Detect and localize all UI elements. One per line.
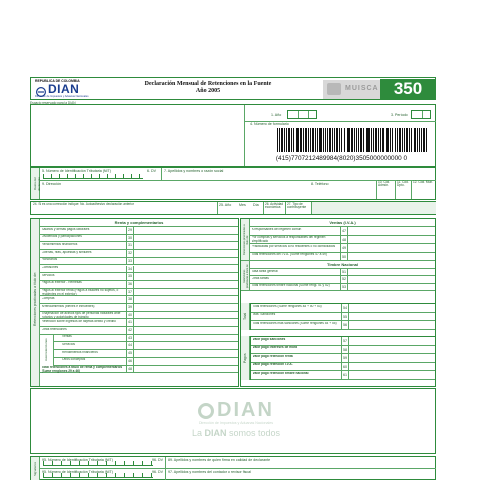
row-value-field[interactable] xyxy=(133,304,238,311)
row-label: Valor pago intereses de mora xyxy=(252,346,297,350)
row-code-cell xyxy=(126,235,133,242)
row-code-cell xyxy=(340,227,347,235)
table-row xyxy=(251,304,435,313)
year-label: 1. Año xyxy=(271,113,282,117)
row-value-field[interactable] xyxy=(348,337,435,345)
row-code: 36 xyxy=(128,281,132,286)
row-label: Total retenciones timbre nacional (Sume rengl. 51 y 52) xyxy=(251,284,330,288)
auto-retention-rows xyxy=(54,335,238,366)
iva-header: Ventas (I.V.A.) xyxy=(250,219,435,227)
row-label: Pagos al exterior renta (Pagos a titulares no sujetos, o residentes en el exterior) xyxy=(41,289,119,296)
table-row xyxy=(54,350,238,358)
row-value-field[interactable] xyxy=(348,313,435,321)
row-code: 47 xyxy=(342,229,346,233)
row-code-cell xyxy=(341,313,348,321)
row-code-cell xyxy=(126,342,133,349)
row-label: Enajenación de activos fijos de personas naturales ante notarios y autoridades de tránsito xyxy=(41,312,121,319)
correction-day-label: Día xyxy=(253,203,259,207)
renta-header: Renta y complementarios xyxy=(40,219,238,227)
row-value-field[interactable] xyxy=(348,363,435,371)
row-code: 48 xyxy=(342,237,346,242)
table-row xyxy=(40,327,238,335)
watermark-box xyxy=(30,388,436,454)
row-label: Por compras y servicios a responsables del régimen simplificado xyxy=(251,236,326,243)
row-code-cell xyxy=(340,269,347,275)
row-code: 45 xyxy=(128,351,132,356)
correction-shaded xyxy=(312,202,436,214)
row-code: 48 xyxy=(128,366,132,371)
address-label: 9. Dirección xyxy=(42,182,61,186)
row-value-field[interactable] xyxy=(133,273,238,280)
table-row xyxy=(251,346,435,355)
logo-block xyxy=(33,79,99,99)
row-code: 44 xyxy=(128,343,132,348)
row-value-field[interactable] xyxy=(133,350,238,357)
sig-dv-label-2: 96. DV xyxy=(152,470,163,474)
row-code-cell xyxy=(340,253,347,261)
watermark-circle-icon xyxy=(198,403,214,419)
declarant-side-label: Datos del declarante xyxy=(32,176,41,191)
dept-label: 10. Cód. Admón. xyxy=(378,180,391,188)
row-label: Tasa tarifa general xyxy=(251,269,278,273)
renta-rows xyxy=(40,227,238,386)
row-value-field[interactable] xyxy=(348,304,435,312)
row-code: 42 xyxy=(128,328,132,333)
correction-label: 24. Si es una corrección indique: No. Autoadhesivo declaración anterior xyxy=(33,202,134,206)
form-number-label: 4. Número de formulario xyxy=(250,122,289,126)
row-value-field[interactable] xyxy=(347,284,435,290)
row-label: Valor pago retención I.V.A. xyxy=(252,363,293,367)
table-row xyxy=(250,284,435,291)
table-row xyxy=(40,273,238,281)
row-value-field[interactable] xyxy=(133,319,238,326)
row-code: 29 xyxy=(128,228,132,232)
table-row xyxy=(40,281,238,289)
row-code-cell xyxy=(341,321,348,329)
table-row xyxy=(40,242,238,250)
row-code: 43 xyxy=(128,335,132,340)
table-row xyxy=(250,253,435,262)
row-code: 53 xyxy=(342,284,346,289)
declarant-box xyxy=(30,167,436,200)
row-code: 37 xyxy=(128,289,132,294)
table-row xyxy=(250,244,435,253)
row-value-field[interactable] xyxy=(347,227,435,235)
row-label: Dividendos y participaciones xyxy=(41,235,82,239)
iva-table xyxy=(240,218,436,387)
row-code-cell xyxy=(126,296,133,303)
correction-box xyxy=(30,201,436,215)
row-code-cell xyxy=(126,258,133,265)
pagos-side xyxy=(241,336,250,380)
muisca-icon xyxy=(327,83,341,95)
row-label: Valor pago sanciones xyxy=(252,337,286,341)
auto-retention-side xyxy=(40,335,54,366)
header-box xyxy=(30,77,436,100)
row-label: Arrendamientos (bienes e inmuebles) xyxy=(41,304,95,308)
row-code: 52 xyxy=(342,277,346,282)
barcode-text: (415)7707212489984(8020)3505000000000 0 xyxy=(275,155,408,162)
row-code-cell xyxy=(126,250,133,257)
row-code-cell xyxy=(341,337,348,345)
table-row xyxy=(251,321,435,330)
table-row xyxy=(54,358,238,366)
table-row xyxy=(251,371,435,380)
row-code-cell xyxy=(126,266,133,273)
row-code-cell xyxy=(126,273,133,280)
row-code-cell xyxy=(126,289,133,296)
mun-label: 12. Cód. Mun. xyxy=(413,180,434,184)
row-label: Otras tarifas xyxy=(251,276,269,280)
row-label: Comisiones xyxy=(41,266,59,270)
row-code-cell xyxy=(340,276,347,282)
table-row xyxy=(251,313,435,322)
row-value-field[interactable] xyxy=(133,342,238,349)
sig-name-label-2: 97. Apellidos y nombres del contador o revisor fiscal xyxy=(168,470,251,474)
row-code-cell xyxy=(126,281,133,288)
pagos-side-label: Pagos xyxy=(243,353,247,363)
republic-label: REPUBLICA DE COLOMBIA xyxy=(35,79,80,83)
row-value-field[interactable] xyxy=(348,354,435,362)
phone-label: 8. Teléfono xyxy=(311,182,329,186)
row-value-field[interactable] xyxy=(133,250,238,257)
correction-month-label: Mes xyxy=(239,203,246,207)
muisca-text: MUISCA xyxy=(345,85,379,92)
row-value-field[interactable] xyxy=(133,227,238,234)
total-side-label: Total xyxy=(243,312,247,321)
renta-total xyxy=(40,366,238,374)
row-code: 54 xyxy=(343,306,347,310)
row-label: Honorarios xyxy=(41,258,58,262)
dian-logo-mark xyxy=(35,84,47,94)
row-value-field[interactable] xyxy=(133,281,238,288)
form-number: 350 xyxy=(393,79,423,98)
top-box xyxy=(30,104,436,167)
row-label: Total retenciones más sanciones (Sume renglones 54 + 55) xyxy=(252,321,337,325)
row-code-cell xyxy=(126,242,133,249)
row-code: 32 xyxy=(128,251,132,256)
table-row xyxy=(250,227,435,236)
row-value-field[interactable] xyxy=(133,258,238,265)
dian-logo-text: DIAN xyxy=(48,82,80,96)
watermark-slogan: La DIAN somos todos xyxy=(191,428,281,438)
row-code: 35 xyxy=(128,274,132,279)
row-value-field[interactable] xyxy=(133,296,238,303)
row-code-cell xyxy=(126,227,133,234)
row-label: Ventas xyxy=(62,335,72,339)
row-code: 55 xyxy=(343,314,347,319)
row-value-field[interactable] xyxy=(347,276,435,282)
row-label: Servicios xyxy=(62,343,75,347)
table-row xyxy=(40,289,238,297)
row-code-cell xyxy=(341,371,348,379)
row-code-cell xyxy=(126,327,133,334)
row-value-field[interactable] xyxy=(347,236,435,244)
sig-dv-label-1: 96. DV xyxy=(152,458,163,462)
iva-side-label: Retenciones practicadas a título de: xyxy=(243,224,249,256)
sig-nit-label-1: 95. Número de Identificación Tributaria (NIT) xyxy=(42,458,113,462)
form-title-line2: Año 2005 xyxy=(195,88,221,94)
row-value-field[interactable] xyxy=(347,253,435,261)
row-label: Rendimientos financieros xyxy=(41,242,78,246)
row-code-cell xyxy=(126,366,133,373)
row-value-field[interactable] xyxy=(347,269,435,275)
row-code-cell xyxy=(126,358,133,365)
row-code: 30 xyxy=(128,235,132,240)
row-code: 31 xyxy=(128,243,132,248)
renta-side-label: Retenciones practicadas a título de: xyxy=(33,272,37,326)
total-rows xyxy=(250,303,435,330)
row-code-cell xyxy=(126,319,133,326)
pagos-rows xyxy=(250,336,435,380)
table-row xyxy=(40,296,238,304)
row-label: Total retenciones a título de renta y complementarios (Sume renglones 29 a 46) xyxy=(41,366,123,373)
row-code-cell xyxy=(340,236,347,244)
row-code: 46 xyxy=(128,358,132,363)
year-field[interactable] xyxy=(287,110,317,119)
sig-nit-field-2[interactable] xyxy=(43,474,153,478)
row-label: Total retenciones del I.V.A. (Sume renglones 47 a 49) xyxy=(251,253,327,257)
row-label: Otras retenciones xyxy=(41,327,67,331)
signature-box xyxy=(30,456,436,480)
row-label: Más: Sanciones xyxy=(252,313,276,317)
iva-side xyxy=(241,219,250,261)
row-value-field[interactable] xyxy=(133,335,238,342)
row-code: 50 xyxy=(342,254,346,259)
row-code-cell xyxy=(341,354,348,362)
reserved-label: Espacio reservado para la DIAN xyxy=(30,101,76,105)
table-row xyxy=(40,312,238,320)
row-label: Otros conceptos xyxy=(62,358,86,362)
row-code-cell xyxy=(340,284,347,290)
row-code: 58 xyxy=(343,347,347,352)
form-title xyxy=(113,81,303,95)
row-label: Salarios y demás pagos laborales xyxy=(41,227,90,231)
timbre-rows xyxy=(250,269,435,291)
row-code: 60 xyxy=(343,364,347,369)
row-code: 34 xyxy=(128,266,132,271)
timbre-side xyxy=(241,261,250,291)
city-label: 11. Cód. Dpto. xyxy=(397,180,409,188)
row-label: Practicadas por servicios a no residentes o no domiciliados xyxy=(251,244,336,248)
auto-retention-block xyxy=(40,335,238,366)
table-row xyxy=(40,250,238,258)
row-label: Total retenciones (Sume renglones 48 + 50 + 53) xyxy=(252,304,322,308)
period-label: 3. Período xyxy=(391,113,408,117)
table-row xyxy=(251,354,435,363)
table-row xyxy=(40,319,238,327)
row-value-field[interactable] xyxy=(348,371,435,379)
table-row xyxy=(40,227,238,235)
dv-label: 6. DV xyxy=(147,169,156,173)
row-label: Compras xyxy=(41,296,55,300)
row-code-cell xyxy=(126,335,133,342)
row-code: 41 xyxy=(128,320,132,325)
signature-side-label: Signatarios xyxy=(33,462,37,476)
renta-side xyxy=(31,219,40,386)
table-row xyxy=(251,337,435,346)
row-code: 57 xyxy=(343,339,347,343)
nit-field[interactable] xyxy=(43,174,143,179)
row-code: 56 xyxy=(343,323,347,328)
correction-year-label: 25. Año xyxy=(219,203,232,207)
period-field[interactable] xyxy=(411,110,431,119)
auto-retention-label: Autorretenciones xyxy=(44,338,48,362)
row-code-cell xyxy=(340,244,347,252)
row-value-field[interactable] xyxy=(133,327,238,334)
watermark-logo-text: DIAN xyxy=(217,399,274,421)
timbre-header: Timbre Nacional xyxy=(250,261,435,269)
address-field[interactable] xyxy=(43,190,373,197)
row-code: 38 xyxy=(128,297,132,302)
form-number-box xyxy=(380,79,436,99)
row-label: Rendimientos financieros xyxy=(62,350,98,354)
row-code-cell xyxy=(341,363,348,371)
timbre-side-label: Retenciones practicadas a título de: xyxy=(243,263,249,289)
row-code: 51 xyxy=(342,270,346,274)
contrib-label: 27. Tipo de contribuyente xyxy=(287,202,307,210)
watermark-logo xyxy=(171,399,301,421)
table-row xyxy=(40,304,238,312)
table-row xyxy=(40,366,238,374)
table-row xyxy=(40,258,238,266)
table-row xyxy=(250,236,435,245)
row-value-field[interactable] xyxy=(347,244,435,252)
watermark-sub: Dirección de Impuestos y Aduanas Nacionales xyxy=(198,421,274,425)
renta-table xyxy=(30,218,239,387)
nit-label: 5. Número de Identificación Tributaria (NIT) xyxy=(42,169,111,173)
row-value-field[interactable] xyxy=(133,242,238,249)
row-value-field[interactable] xyxy=(348,321,435,329)
row-label: Valor pago retención renta xyxy=(252,354,293,358)
econ-label: 26. Actividad económica xyxy=(265,202,284,210)
row-value-field[interactable] xyxy=(348,346,435,354)
form-title-line1: Declaración Mensual de Retenciones en la Fuente xyxy=(144,81,272,87)
row-value-field[interactable] xyxy=(133,366,238,373)
row-code: 39 xyxy=(128,305,132,309)
declarant-side xyxy=(31,168,40,199)
table-row xyxy=(251,363,435,372)
row-code: 33 xyxy=(128,258,132,263)
total-side xyxy=(241,303,250,330)
row-label: Servicios xyxy=(41,273,55,277)
table-row xyxy=(54,342,238,350)
row-code-cell xyxy=(126,350,133,357)
table-row xyxy=(40,235,238,243)
row-code: 40 xyxy=(128,312,132,317)
row-code-cell xyxy=(126,304,133,311)
row-label: Valor pago retención timbre nacional xyxy=(252,371,309,375)
name-label: 7. Apellidos y nombres o razón social xyxy=(164,169,224,173)
reserved-area xyxy=(31,105,245,166)
sig-nit-field-1[interactable] xyxy=(43,462,153,466)
row-value-field[interactable] xyxy=(133,266,238,273)
row-value-field[interactable] xyxy=(133,358,238,365)
row-label: Loterías, rifas, apuestas y similares xyxy=(41,250,92,254)
sig-name-label-1: 89. Apellidos y nombres de quien firma en calidad de declarante xyxy=(168,458,271,462)
barcode xyxy=(277,128,427,152)
row-code-cell xyxy=(341,346,348,354)
row-label: Retención sobre ingresos de tarjetas débito y crédito xyxy=(41,319,116,323)
dian-logo-sub: Dirección de Impuestos y Aduanas Nacionales xyxy=(35,95,89,98)
sig-nit-label-2: 95. Número de Identificación Tributaria (NIT) xyxy=(42,470,113,474)
table-row xyxy=(40,266,238,274)
table-row xyxy=(54,335,238,343)
row-code-cell xyxy=(126,312,133,319)
row-value-field[interactable] xyxy=(133,312,238,319)
row-value-field[interactable] xyxy=(133,289,238,296)
row-value-field[interactable] xyxy=(133,235,238,242)
row-code: 59 xyxy=(343,356,347,361)
row-label: A responsables del régimen común xyxy=(251,227,302,231)
row-code: 49 xyxy=(342,246,346,250)
row-label: Pagos al exterior - Remesas xyxy=(41,281,82,285)
watermark xyxy=(171,399,301,449)
row-code: 61 xyxy=(343,373,347,378)
iva-rows xyxy=(250,227,435,261)
table-row xyxy=(250,269,435,276)
signature-side xyxy=(31,457,40,480)
table-row xyxy=(250,276,435,283)
row-code-cell xyxy=(341,304,348,312)
